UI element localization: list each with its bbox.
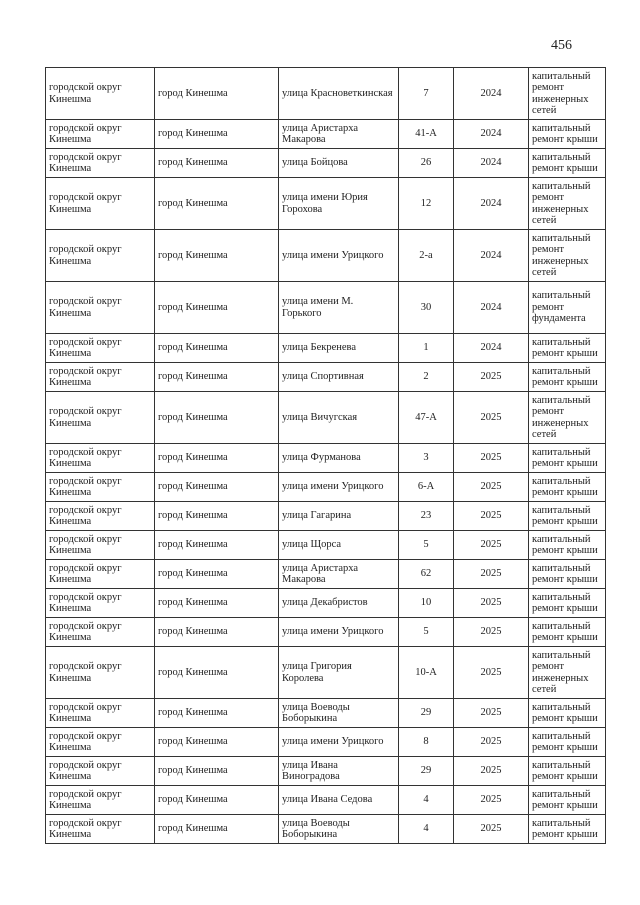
table-row (46, 334, 606, 363)
year-cell: 2025 (454, 444, 529, 473)
repair-schedule-table (45, 67, 606, 844)
table-row (46, 149, 606, 178)
street-cell: улица имени Юрия Горохова (279, 178, 399, 230)
street-cell: улица Ивана Виноградова (279, 757, 399, 786)
city-cell: город Кинешма (155, 699, 279, 728)
work-type-cell: капитальный ремонт крыши (529, 815, 606, 844)
year-cell: 2025 (454, 560, 529, 589)
city-cell: город Кинешма (155, 618, 279, 647)
street-cell: улица Воеводы Боборыкина (279, 699, 399, 728)
district-cell: городской округ Кинешма (46, 699, 155, 728)
district-cell: городской округ Кинешма (46, 444, 155, 473)
district-cell: городской округ Кинешма (46, 560, 155, 589)
year-cell: 2024 (454, 120, 529, 149)
street-cell: улица Воеводы Боборыкина (279, 815, 399, 844)
house-number-cell: 5 (399, 618, 454, 647)
table-row (46, 282, 606, 334)
street-cell: улица Гагарина (279, 502, 399, 531)
district-cell: городской округ Кинешма (46, 363, 155, 392)
house-number-cell: 2 (399, 363, 454, 392)
city-cell: город Кинешма (155, 589, 279, 618)
year-cell: 2025 (454, 647, 529, 699)
table-row (46, 444, 606, 473)
street-cell: улица Бекренева (279, 334, 399, 363)
city-cell: город Кинешма (155, 68, 279, 120)
table-row (46, 120, 606, 149)
table-row (46, 757, 606, 786)
year-cell: 2024 (454, 68, 529, 120)
street-cell: улица Щорса (279, 531, 399, 560)
table-row (46, 502, 606, 531)
district-cell: городской округ Кинешма (46, 815, 155, 844)
table-row (46, 699, 606, 728)
year-cell: 2025 (454, 473, 529, 502)
street-cell: улица Бойцова (279, 149, 399, 178)
district-cell: городской округ Кинешма (46, 589, 155, 618)
work-type-cell: капитальный ремонт фундамента (529, 282, 606, 334)
city-cell: город Кинешма (155, 757, 279, 786)
city-cell: город Кинешма (155, 363, 279, 392)
street-cell: улица имени Урицкого (279, 618, 399, 647)
street-cell: улица Красноветкинская (279, 68, 399, 120)
work-type-cell: капитальный ремонт инженерных сетей (529, 230, 606, 282)
table-row (46, 531, 606, 560)
year-cell: 2025 (454, 786, 529, 815)
table-row (46, 560, 606, 589)
year-cell: 2025 (454, 502, 529, 531)
district-cell: городской округ Кинешма (46, 618, 155, 647)
work-type-cell: капитальный ремонт инженерных сетей (529, 68, 606, 120)
table-row (46, 473, 606, 502)
street-cell: улица имени Урицкого (279, 728, 399, 757)
house-number-cell: 4 (399, 815, 454, 844)
house-number-cell: 62 (399, 560, 454, 589)
year-cell: 2025 (454, 757, 529, 786)
work-type-cell: капитальный ремонт инженерных сетей (529, 647, 606, 699)
district-cell: городской округ Кинешма (46, 502, 155, 531)
work-type-cell: капитальный ремонт крыши (529, 444, 606, 473)
table-row (46, 647, 606, 699)
year-cell: 2025 (454, 392, 529, 444)
city-cell: город Кинешма (155, 334, 279, 363)
house-number-cell: 23 (399, 502, 454, 531)
work-type-cell: капитальный ремонт крыши (529, 363, 606, 392)
work-type-cell: капитальный ремонт инженерных сетей (529, 178, 606, 230)
house-number-cell: 6-А (399, 473, 454, 502)
year-cell: 2024 (454, 178, 529, 230)
house-number-cell: 10 (399, 589, 454, 618)
work-type-cell: капитальный ремонт крыши (529, 149, 606, 178)
table-row (46, 363, 606, 392)
street-cell: улица имени Урицкого (279, 473, 399, 502)
city-cell: город Кинешма (155, 230, 279, 282)
district-cell: городской округ Кинешма (46, 334, 155, 363)
year-cell: 2025 (454, 589, 529, 618)
city-cell: город Кинешма (155, 560, 279, 589)
district-cell: городской округ Кинешма (46, 282, 155, 334)
street-cell: улица Спортивная (279, 363, 399, 392)
work-type-cell: капитальный ремонт крыши (529, 473, 606, 502)
house-number-cell: 26 (399, 149, 454, 178)
table-row (46, 618, 606, 647)
district-cell: городской округ Кинешма (46, 120, 155, 149)
table-row (46, 728, 606, 757)
city-cell: город Кинешма (155, 531, 279, 560)
table-body (46, 68, 606, 844)
house-number-cell: 12 (399, 178, 454, 230)
street-cell: улица Декабристов (279, 589, 399, 618)
city-cell: город Кинешма (155, 502, 279, 531)
street-cell: улица Аристарха Макарова (279, 120, 399, 149)
work-type-cell: капитальный ремонт крыши (529, 502, 606, 531)
work-type-cell: капитальный ремонт крыши (529, 618, 606, 647)
work-type-cell: капитальный ремонт крыши (529, 334, 606, 363)
table-row (46, 786, 606, 815)
table-row (46, 589, 606, 618)
year-cell: 2025 (454, 699, 529, 728)
city-cell: город Кинешма (155, 392, 279, 444)
district-cell: городской округ Кинешма (46, 647, 155, 699)
work-type-cell: капитальный ремонт инженерных сетей (529, 392, 606, 444)
city-cell: город Кинешма (155, 149, 279, 178)
work-type-cell: капитальный ремонт крыши (529, 560, 606, 589)
city-cell: город Кинешма (155, 647, 279, 699)
work-type-cell: капитальный ремонт крыши (529, 757, 606, 786)
district-cell: городской округ Кинешма (46, 68, 155, 120)
house-number-cell: 1 (399, 334, 454, 363)
year-cell: 2024 (454, 334, 529, 363)
city-cell: город Кинешма (155, 815, 279, 844)
district-cell: городской округ Кинешма (46, 230, 155, 282)
table-row (46, 815, 606, 844)
year-cell: 2024 (454, 149, 529, 178)
district-cell: городской округ Кинешма (46, 757, 155, 786)
street-cell: улица Аристарха Макарова (279, 560, 399, 589)
district-cell: городской округ Кинешма (46, 392, 155, 444)
year-cell: 2024 (454, 230, 529, 282)
year-cell: 2024 (454, 282, 529, 334)
city-cell: город Кинешма (155, 120, 279, 149)
house-number-cell: 8 (399, 728, 454, 757)
city-cell: город Кинешма (155, 786, 279, 815)
city-cell: город Кинешма (155, 444, 279, 473)
house-number-cell: 30 (399, 282, 454, 334)
year-cell: 2025 (454, 531, 529, 560)
house-number-cell: 47-А (399, 392, 454, 444)
house-number-cell: 10-А (399, 647, 454, 699)
district-cell: городской округ Кинешма (46, 786, 155, 815)
work-type-cell: капитальный ремонт крыши (529, 589, 606, 618)
district-cell: городской округ Кинешма (46, 178, 155, 230)
work-type-cell: капитальный ремонт крыши (529, 120, 606, 149)
city-cell: город Кинешма (155, 178, 279, 230)
work-type-cell: капитальный ремонт крыши (529, 728, 606, 757)
house-number-cell: 4 (399, 786, 454, 815)
table-row (46, 178, 606, 230)
city-cell: город Кинешма (155, 473, 279, 502)
work-type-cell: капитальный ремонт крыши (529, 699, 606, 728)
house-number-cell: 41-А (399, 120, 454, 149)
table-row (46, 392, 606, 444)
city-cell: город Кинешма (155, 282, 279, 334)
house-number-cell: 5 (399, 531, 454, 560)
district-cell: городской округ Кинешма (46, 473, 155, 502)
year-cell: 2025 (454, 728, 529, 757)
table-row (46, 68, 606, 120)
page-number: 456 (551, 38, 572, 53)
year-cell: 2025 (454, 815, 529, 844)
street-cell: улица Ивана Седова (279, 786, 399, 815)
street-cell: улица имени Урицкого (279, 230, 399, 282)
house-number-cell: 7 (399, 68, 454, 120)
district-cell: городской округ Кинешма (46, 149, 155, 178)
street-cell: улица имени М. Горького (279, 282, 399, 334)
year-cell: 2025 (454, 363, 529, 392)
year-cell: 2025 (454, 618, 529, 647)
street-cell: улица Вичугская (279, 392, 399, 444)
house-number-cell: 3 (399, 444, 454, 473)
street-cell: улица Григория Королева (279, 647, 399, 699)
house-number-cell: 2-а (399, 230, 454, 282)
work-type-cell: капитальный ремонт крыши (529, 786, 606, 815)
house-number-cell: 29 (399, 757, 454, 786)
district-cell: городской округ Кинешма (46, 728, 155, 757)
district-cell: городской округ Кинешма (46, 531, 155, 560)
city-cell: город Кинешма (155, 728, 279, 757)
street-cell: улица Фурманова (279, 444, 399, 473)
table-row (46, 230, 606, 282)
work-type-cell: капитальный ремонт крыши (529, 531, 606, 560)
house-number-cell: 29 (399, 699, 454, 728)
